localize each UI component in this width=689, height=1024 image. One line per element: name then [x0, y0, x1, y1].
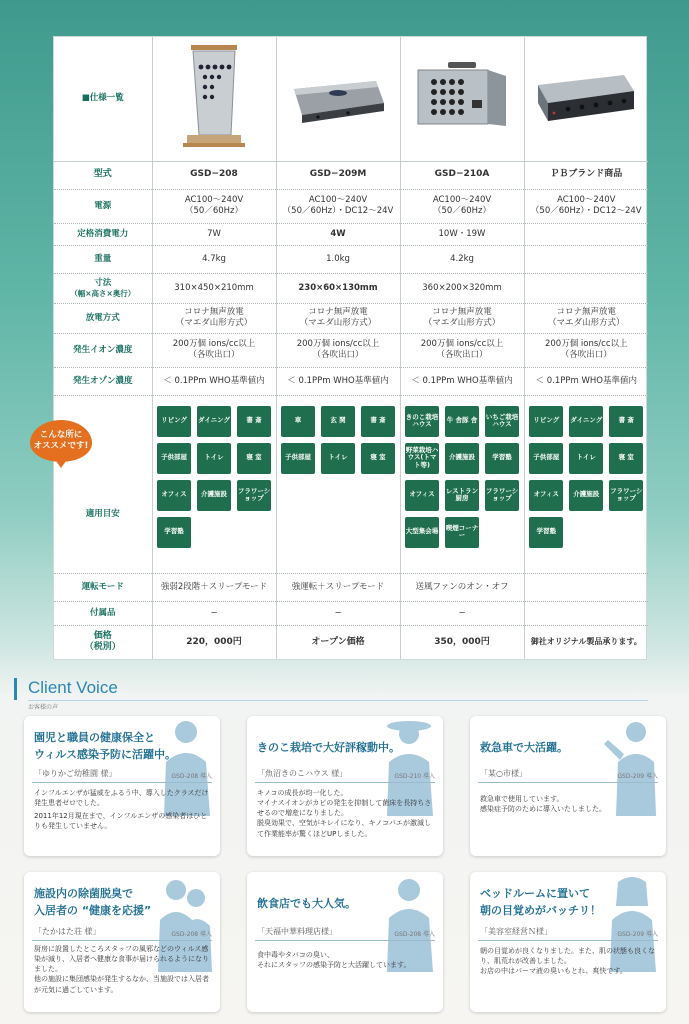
- size-cell: 360×200×320mm: [400, 273, 524, 303]
- power-line-1: AC100〜240V: [432, 195, 492, 206]
- method-line-1: コロナ無声放電: [184, 307, 244, 318]
- use-tag: ダイニング: [569, 406, 603, 437]
- voice-customer: 「ゆりかご幼稚園 様」: [34, 769, 117, 778]
- consumption-cell: 4W: [276, 223, 400, 245]
- power-cell: [524, 189, 648, 223]
- use-tag: オフィス: [529, 480, 563, 511]
- method-cell: [524, 303, 648, 333]
- use-tag: 書 斎: [237, 406, 271, 437]
- accessories-cell: −: [400, 601, 524, 625]
- headline-line: 救急車で大活躍。: [480, 741, 568, 754]
- size-cell: 310×450×210mm: [152, 273, 276, 303]
- voice-rule: [478, 940, 658, 941]
- use-tag: 子供部屋: [157, 443, 191, 474]
- voice-body: [480, 794, 658, 814]
- ion-line-1: 200万個 ions/cc以上: [420, 339, 504, 350]
- method-cell: [400, 303, 524, 333]
- voice-body-line: 救急車で使用しています。: [480, 795, 564, 803]
- section-divider: [28, 700, 648, 701]
- spec-sheet: [53, 36, 647, 660]
- row-label-model: 型式: [54, 161, 152, 189]
- use-tag: フラワーショップ: [237, 480, 271, 511]
- mode-cell: 強運転＋スリープモード: [276, 573, 400, 601]
- use-tag: トイレ: [569, 443, 603, 474]
- use-tag: リビング: [157, 406, 191, 437]
- voice-rule: [255, 782, 435, 783]
- use-tag: 子供部屋: [529, 443, 563, 474]
- use-tag: 介護施設: [445, 443, 479, 474]
- recommend-badge: [30, 420, 92, 462]
- power-cell: [400, 189, 524, 223]
- weight-cell: 4.7kg: [152, 245, 276, 273]
- row-label-consumption: 定格消費電力: [54, 223, 152, 245]
- use-tag: 書 斎: [609, 406, 643, 437]
- power-line-2: （50／60Hz）: [185, 206, 243, 216]
- headline-line: 入居者の “健康を応援”: [34, 903, 152, 917]
- voice-intro: GSD-208 導入: [394, 931, 435, 938]
- voice-rule: [255, 940, 435, 941]
- voice-headline: [257, 740, 417, 757]
- section-accent-bar: [14, 678, 17, 700]
- use-tag: フラワーショップ: [609, 480, 643, 511]
- headline-line: きのこ栽培で大好評稼動中。: [257, 741, 400, 754]
- ion-line-2: （各吹出口）: [312, 350, 364, 360]
- voice-rule: [478, 782, 658, 783]
- voice-body: [257, 788, 435, 839]
- method-line-2: （マエダ山形方式）: [175, 318, 253, 328]
- use-cell: [276, 395, 400, 573]
- use-tag: きのこ栽培ハウス: [405, 406, 439, 437]
- use-tag: 寝 室: [609, 443, 643, 474]
- voice-body-line: 他の施設に集団感染が発生するなか、当施設では入居者が元気に過ごしています。: [34, 975, 209, 994]
- ion-line-2: （各吹出口）: [436, 350, 488, 360]
- power-cell: [152, 189, 276, 223]
- mode-cell: 送風ファンのオン・オフ: [400, 573, 524, 601]
- weight-cell: 4.2kg: [400, 245, 524, 273]
- size-cell: 230×60×130mm: [276, 273, 400, 303]
- voice-headline: [34, 886, 194, 919]
- voice-body-line: マイナスイオンがカビの発生を抑制して菌床を長持ちさせるので増産になりました。: [257, 799, 432, 818]
- headline-line: ベッドルームに置いて: [480, 887, 590, 900]
- voice-body-line: 食中毒やタバコの臭い、: [257, 951, 334, 959]
- voice-intro: GSD-209 導入: [617, 773, 658, 780]
- power-line-1: AC100〜240V: [557, 195, 616, 206]
- model-cell: ＰＢブランド商品: [524, 161, 648, 189]
- accessories-cell: [524, 601, 648, 625]
- use-cell: [524, 395, 648, 573]
- use-tag: 寝 室: [361, 443, 395, 474]
- headline-line: 朝の目覚めがバッチリ！: [480, 903, 601, 917]
- method-line-1: コロナ無声放電: [432, 307, 492, 318]
- row-label-mode: 運転モード: [54, 573, 152, 601]
- use-tag: フラワーショップ: [485, 480, 519, 511]
- use-tag: オフィス: [405, 480, 439, 511]
- price-cell: 350，000円: [400, 625, 524, 659]
- power-line-2: （50／60Hz）: [433, 206, 491, 216]
- voice-card: [470, 716, 666, 856]
- headline-line: 施設内の除菌脱臭で: [34, 887, 133, 900]
- size-cell: [524, 273, 648, 303]
- voice-body-line: インフルエンザが猛威をふるう中、導入したクラスだけ発生患者ゼロでした。: [34, 789, 209, 808]
- ion-line-1: 200万個 ions/cc以上: [172, 339, 256, 350]
- use-tag: レストラン厨房: [445, 480, 479, 511]
- price-cell: 御社オリジナル製品承ります。: [530, 637, 642, 647]
- spec-table: [54, 37, 648, 659]
- price-label: 価格: [93, 631, 112, 641]
- model-cell: GSD−208: [152, 161, 276, 189]
- voice-customer: 「某○市様」: [480, 769, 527, 778]
- use-grid: [403, 406, 522, 548]
- voice-intro: GSD-208 導入: [171, 931, 212, 938]
- use-tag: トイレ: [197, 443, 231, 474]
- voice-body-line: 厨房に設置したところスタッフの風邪などのウィルス感染が減り、入居者へ健康な食事が届けられるようになりました。: [34, 945, 209, 974]
- ion-cell: [152, 333, 276, 367]
- consumption-cell: 10W・19W: [400, 223, 524, 245]
- use-tag: 牛 舎豚 舎: [445, 406, 479, 437]
- voice-body-line: 感染症予防のために導入いたしました。: [480, 805, 606, 814]
- method-line-2: （マエダ山形方式）: [423, 318, 501, 328]
- weight-cell: 1.0kg: [276, 245, 400, 273]
- voice-body: [480, 946, 658, 976]
- row-label-price: [54, 625, 152, 659]
- size-label: 寸法: [94, 278, 112, 288]
- voice-customer: 「たかはた荘 様」: [34, 927, 101, 936]
- badge-line-2: オススメです!: [33, 441, 89, 451]
- product-image-gsd210a: [400, 37, 524, 161]
- ion-cell: [524, 333, 648, 367]
- use-tag: 子供部屋: [281, 443, 315, 474]
- row-label-accessories: 付属品: [54, 601, 152, 625]
- voice-body-line: キノコの成長が均一化した。: [257, 789, 348, 797]
- voice-customer: 「美容室経営Ｎ様」: [480, 927, 552, 936]
- power-line-2: （50／60Hz）・DC12〜24V: [282, 206, 394, 216]
- voice-body-line: お店の中はパーマ液の臭いもとれ、爽快です。: [480, 967, 627, 976]
- use-tag: 大型集会場: [405, 517, 439, 548]
- voice-body: [257, 950, 435, 970]
- use-tag: 学習塾: [485, 443, 519, 474]
- voice-body: [34, 944, 212, 995]
- use-tag: リビング: [529, 406, 563, 437]
- use-tag: 書 斎: [361, 406, 395, 437]
- voice-intro: GSD-209 導入: [617, 931, 658, 938]
- use-tag: 野菜栽培ハウス(トマト等): [405, 443, 439, 474]
- badge-line-1: こんな所に: [39, 429, 83, 440]
- voice-body-line: 朝の目覚めが良くなりました。また、肌の状態も良くなり、肌荒れが改善しました。: [480, 947, 655, 966]
- row-label-method: 放電方式: [54, 303, 152, 333]
- product-image-gsd208: [152, 37, 276, 161]
- use-tag: 学習塾: [157, 517, 191, 548]
- use-tag: 玄 関: [321, 406, 355, 437]
- mode-cell: [524, 573, 648, 601]
- method-cell: [152, 303, 276, 333]
- row-label-power: 電源: [54, 189, 152, 223]
- voice-card: [470, 872, 666, 1012]
- row-label-ion: 発生イオン濃度: [54, 333, 152, 367]
- client-voice-title: Client Voice: [28, 678, 118, 697]
- voice-rule: [32, 940, 212, 941]
- voice-body: [34, 788, 212, 832]
- model-cell: GSD−210A: [400, 161, 524, 189]
- method-line-2: （マエダ山形方式）: [547, 318, 625, 328]
- use-cell: [400, 395, 524, 573]
- ion-line-1: 200万個 ions/cc以上: [544, 339, 628, 350]
- ion-cell: [400, 333, 524, 367]
- power-line-1: AC100〜240V: [308, 195, 368, 206]
- client-voice-subtitle: お客様の声: [28, 704, 59, 711]
- accessories-cell: −: [276, 601, 400, 625]
- headline-line: 飲食店でも大人気。: [257, 897, 356, 910]
- mode-cell: 強弱2段階＋スリープモード: [152, 573, 276, 601]
- use-tag: オフィス: [157, 480, 191, 511]
- use-tag: ダイニング: [197, 406, 231, 437]
- row-label-weight: 重量: [54, 245, 152, 273]
- ozone-cell: ＜ 0.1PPm WHO基準値内: [400, 367, 524, 395]
- ion-line-2: （各吹出口）: [560, 350, 612, 360]
- headline-line: 園児と職員の健康保全と: [34, 731, 155, 744]
- voice-card: [247, 716, 443, 856]
- power-cell: [276, 189, 400, 223]
- method-cell: [276, 303, 400, 333]
- model-cell: GSD−209M: [276, 161, 400, 189]
- voice-card: [247, 872, 443, 1012]
- row-label-size: [54, 273, 152, 303]
- use-grid: [527, 406, 647, 548]
- voice-intro: GSD-208 導入: [171, 773, 212, 780]
- use-tag: 喫煙コーナー: [445, 517, 479, 548]
- use-tag: 介護施設: [569, 480, 603, 511]
- ion-line-1: 200万個 ions/cc以上: [296, 339, 380, 350]
- voice-intro: GSD-210 導入: [394, 773, 435, 780]
- price-label-sub: （税別）: [84, 642, 121, 653]
- voice-headline: [34, 730, 194, 763]
- voice-card: [24, 872, 220, 1012]
- headline-line: ウィルス感染予防に活躍中。: [34, 747, 177, 761]
- size-label-sub: （幅×高さ×奥行）: [70, 288, 136, 298]
- product-image-pb: [524, 37, 648, 161]
- spec-title: ■ 仕様一覧: [54, 37, 152, 161]
- power-line-2: （50／60Hz）・DC12〜24V: [530, 206, 642, 216]
- ion-line-2: （各吹出口）: [188, 350, 240, 360]
- row-label-use: 適用目安: [54, 395, 152, 573]
- power-line-1: AC100〜240V: [184, 195, 244, 206]
- voice-headline: [480, 740, 640, 757]
- use-tag: トイレ: [321, 443, 355, 474]
- voice-body-line: それにスタッフの感染予防と大活躍しています。: [257, 961, 411, 970]
- consumption-cell: [524, 223, 648, 245]
- price-cell: 220，000円: [152, 625, 276, 659]
- method-line-1: コロナ無声放電: [556, 307, 616, 318]
- use-grid: [155, 406, 274, 548]
- use-tag: 車: [281, 406, 315, 437]
- voice-headline: [257, 896, 417, 913]
- ozone-cell: ＜ 0.1PPm WHO基準値内: [152, 367, 276, 395]
- ozone-cell: ＜ 0.1PPm WHO基準値内: [276, 367, 400, 395]
- use-tag: 寝 室: [237, 443, 271, 474]
- row-label-ozone: 発生オゾン濃度: [54, 367, 152, 395]
- voice-card: [24, 716, 220, 856]
- price-cell: オープン価格: [276, 625, 400, 659]
- voice-customer: 「魚沼きのこハウス 様」: [257, 769, 348, 778]
- weight-cell: [524, 245, 648, 273]
- consumption-cell: 7W: [152, 223, 276, 245]
- ozone-cell: ＜ 0.1PPm WHO基準値内: [524, 367, 648, 395]
- product-image-gsd209m: [276, 37, 400, 161]
- use-tag: 学習塾: [529, 517, 563, 548]
- voice-body-line: 2011年12月現在まで、インフルエンザの感染者はひとりも発生していません。: [34, 812, 208, 831]
- use-cell: [152, 395, 276, 573]
- use-grid: [279, 406, 398, 474]
- method-line-1: コロナ無声放電: [308, 307, 368, 318]
- use-tag: 介護施設: [197, 480, 231, 511]
- use-tag: いちご栽培ハウス: [485, 406, 519, 437]
- voice-customer: 「天福中華料理店様」: [257, 927, 337, 936]
- voice-body-line: 脱臭効果で、空気がキレイになり、キノコバエが激減して作業能率が驚くほどUPしました。: [257, 819, 431, 838]
- voice-headline: [480, 886, 640, 919]
- voice-rule: [32, 782, 212, 783]
- ion-cell: [276, 333, 400, 367]
- method-line-2: （マエダ山形方式）: [299, 318, 377, 328]
- accessories-cell: −: [152, 601, 276, 625]
